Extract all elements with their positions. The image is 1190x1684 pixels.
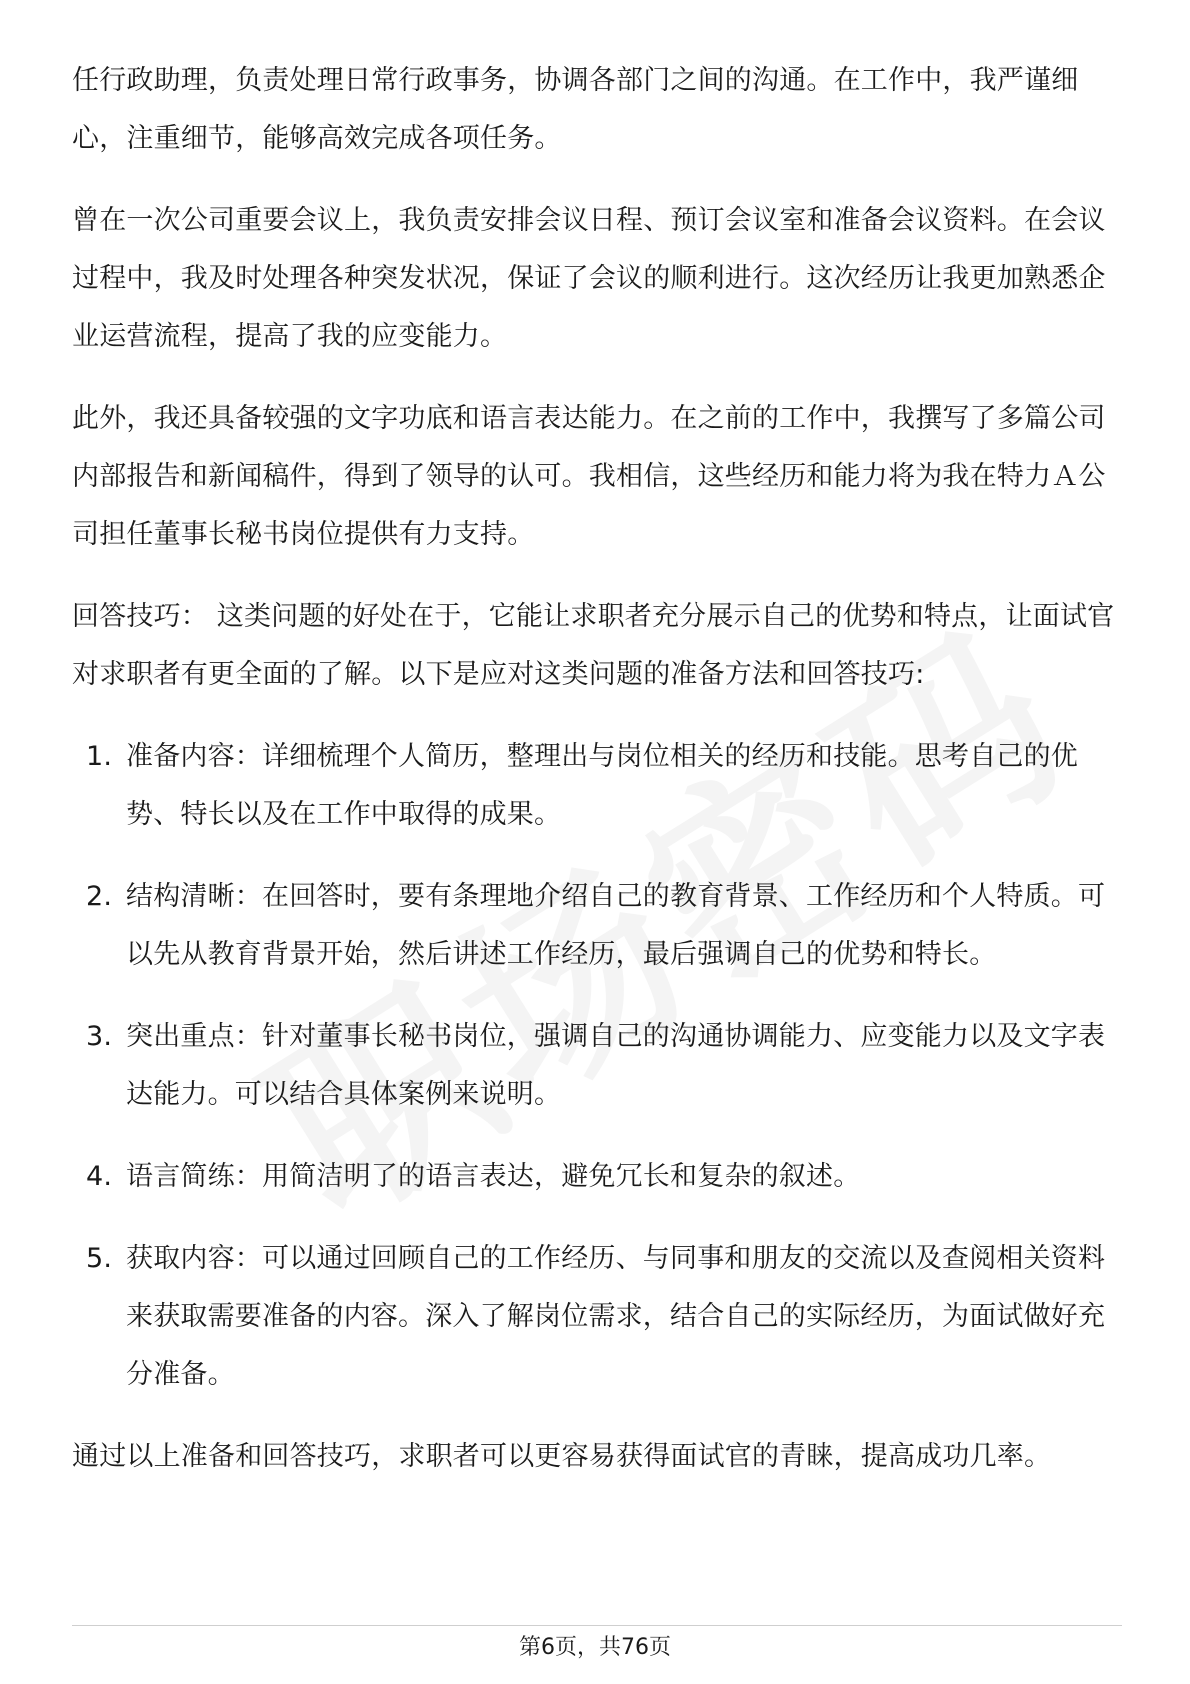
footer-divider <box>72 1625 1122 1626</box>
tips-list <box>72 728 1122 1404</box>
list-item-text: 结构清晰：在回答时，要有条理地介绍自己的教育背景、工作经历和个人特质。可以先从教育背景开始，然后讲述工作经历，最后强调自己的优势和特长。 <box>126 881 1106 970</box>
list-item-number: 1. <box>86 741 113 772</box>
list-item-text: 突出重点：针对董事长秘书岗位，强调自己的沟通协调能力、应变能力以及文字表达能力。可以结合具体案例来说明。 <box>126 1021 1106 1110</box>
list-item-number: 3. <box>86 1021 113 1052</box>
paragraph-admin-assistant: 任行政助理，负责处理日常行政事务，协调各部门之间的沟通。在工作中，我严谨细心，注重细节，能够高效完成各项任务。 <box>72 65 1079 154</box>
list-item <box>72 868 1122 984</box>
page-number: 第6页，共76页 <box>519 1635 671 1660</box>
list-item <box>72 1230 1122 1404</box>
paragraph-meeting-experience: 曾在一次公司重要会议上，我负责安排会议日程、预订会议室和准备会议资料。在会议过程中，我及时处理各种突发状况，保证了会议的顺利进行。这次经历让我更加熟悉企业运营流程，提高了我的应变能力。 <box>72 205 1106 352</box>
page-content <box>72 52 1122 1510</box>
list-item-number: 5. <box>86 1243 113 1274</box>
paragraph-conclusion: 通过以上准备和回答技巧，求职者可以更容易获得面试官的青睐，提高成功几率。 <box>72 1441 1052 1472</box>
list-item <box>72 728 1122 844</box>
list-item <box>72 1148 1122 1206</box>
list-item-text: 准备内容：详细梳理个人简历，整理出与岗位相关的经历和技能。思考自己的优势、特长以及在工作中取得的成果。 <box>126 741 1078 830</box>
list-item-text: 语言简练：用简洁明了的语言表达，避免冗长和复杂的叙述。 <box>126 1161 861 1192</box>
list-item-number: 2. <box>86 881 113 912</box>
list-item-text: 获取内容：可以通过回顾自己的工作经历、与同事和朋友的交流以及查阅相关资料来获取需要准备的内容。深入了解岗位需求，结合自己的实际经历，为面试做好充分准备。 <box>126 1243 1106 1390</box>
paragraph-answer-tips-intro: 回答技巧： 这类问题的好处在于，它能让求职者充分展示自己的优势和特点，让面试官对求职者有更全面的了解。以下是应对这类问题的准备方法和回答技巧: <box>72 601 1115 690</box>
list-item-number: 4. <box>86 1161 113 1192</box>
paragraph-writing-skills: 此外，我还具备较强的文字功底和语言表达能力。在之前的工作中，我撰写了多篇公司内部报告和新闻稿件，得到了领导的认可。我相信，这些经历和能力将为我在特力Ａ公司担任董事长秘书岗位提供有力支持。 <box>72 403 1106 550</box>
list-item <box>72 1008 1122 1124</box>
